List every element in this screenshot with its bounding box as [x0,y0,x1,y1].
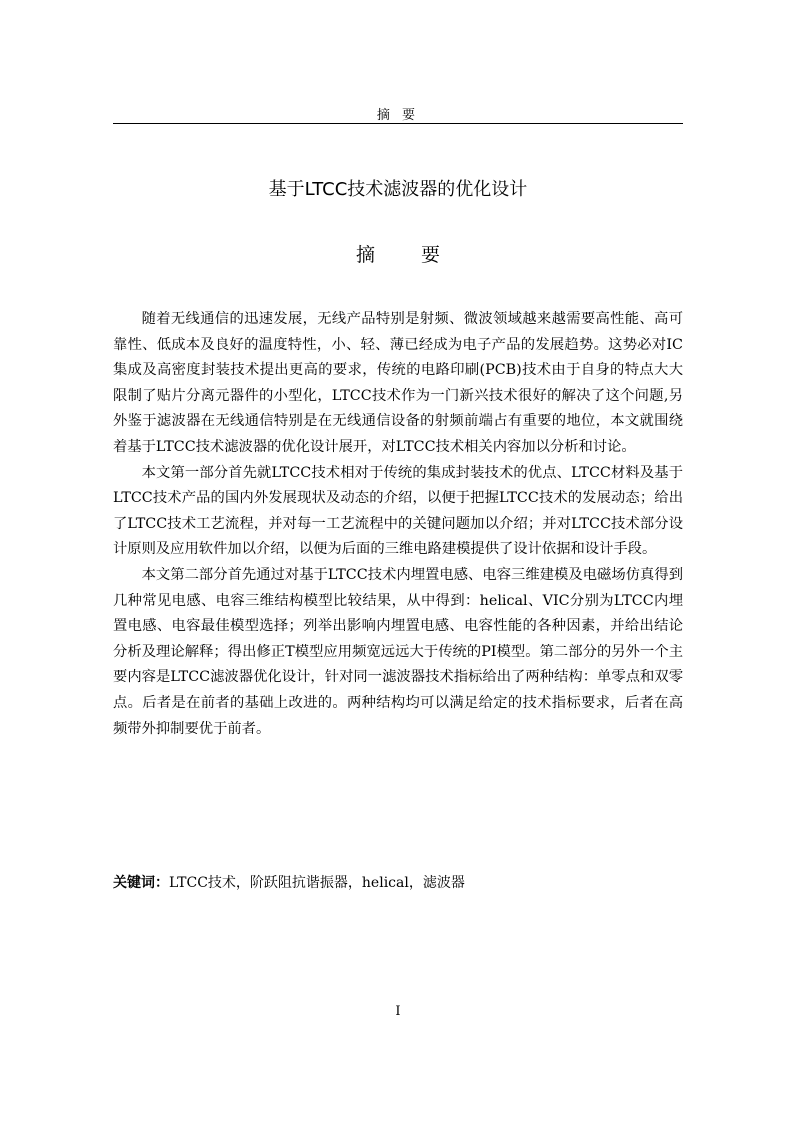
running-header: 摘 要 [376,108,420,123]
keywords-label: 关键词： [113,875,169,891]
keywords [113,871,683,895]
paragraph: 随着无线通信的迅速发展，无线产品特别是射频、微波领域越来越需要高性能、高可靠性、低成本及良好的温度特性，小、轻、薄已经成为电子产品的发展趋势。这势必对IC集成及高密度封装技术提出更高的要求，传统的电路印刷(PCB)技术由于自身的特点大大限制了贴片分离元器件的小型化，LTCC技术作为一门新兴技术很好的解决了这个问题,另外鉴于滤波器在无线通信特别是在无线通信设备的射频前端占有重要的地位，本文就围绕着基于LTCC技术滤波器的优化设计展开，对LTCC技术相关内容加以分析和讨论。 [113,311,683,455]
abstract-body [113,307,683,742]
keywords-text: LTCC技术，阶跃阻抗谐振器，helical，滤波器 [169,875,465,891]
document-title: 基于LTCC技术滤波器的优化设计 [268,179,528,200]
page-number: I [395,1004,401,1019]
paragraph: 本文第二部分首先通过对基于LTCC技术内埋置电感、电容三维建模及电磁场仿真得到几种常见电感、电容三维结构模型比较结果，从中得到：helical、VIC分别为LTCC内埋置电感、电容最佳模型选择；列举出影响内埋置电感、电容性能的各种因素，并给出结论分析及理论解释；得出修正T模型应用频宽远远大于传统的PI模型。第二部分的另外一个主要内容是LTCC滤波器优化设计，针对同一滤波器技术指标给出了两种结构：单零点和双零点。后者是在前者的基础上改进的。两种结构均可以满足给定的技术指标要求，后者在高频带外抑制要优于前者。 [113,566,683,737]
paragraph: 本文第一部分首先就LTCC技术相对于传统的集成封装技术的优点、LTCC材料及基于LTCC技术产品的国内外发展现状及动态的介绍，以便于把握LTCC技术的发展动态；给出了LTCC技术工艺流程，并对每一工艺流程中的关键问题加以介绍；并对LTCC技术部分设计原则及应用软件加以介绍，以便为后面的三维电路建模提供了设计依据和设计手段。 [113,464,683,558]
header-rule [113,123,683,124]
abstract-heading: 摘 要 [355,244,461,266]
